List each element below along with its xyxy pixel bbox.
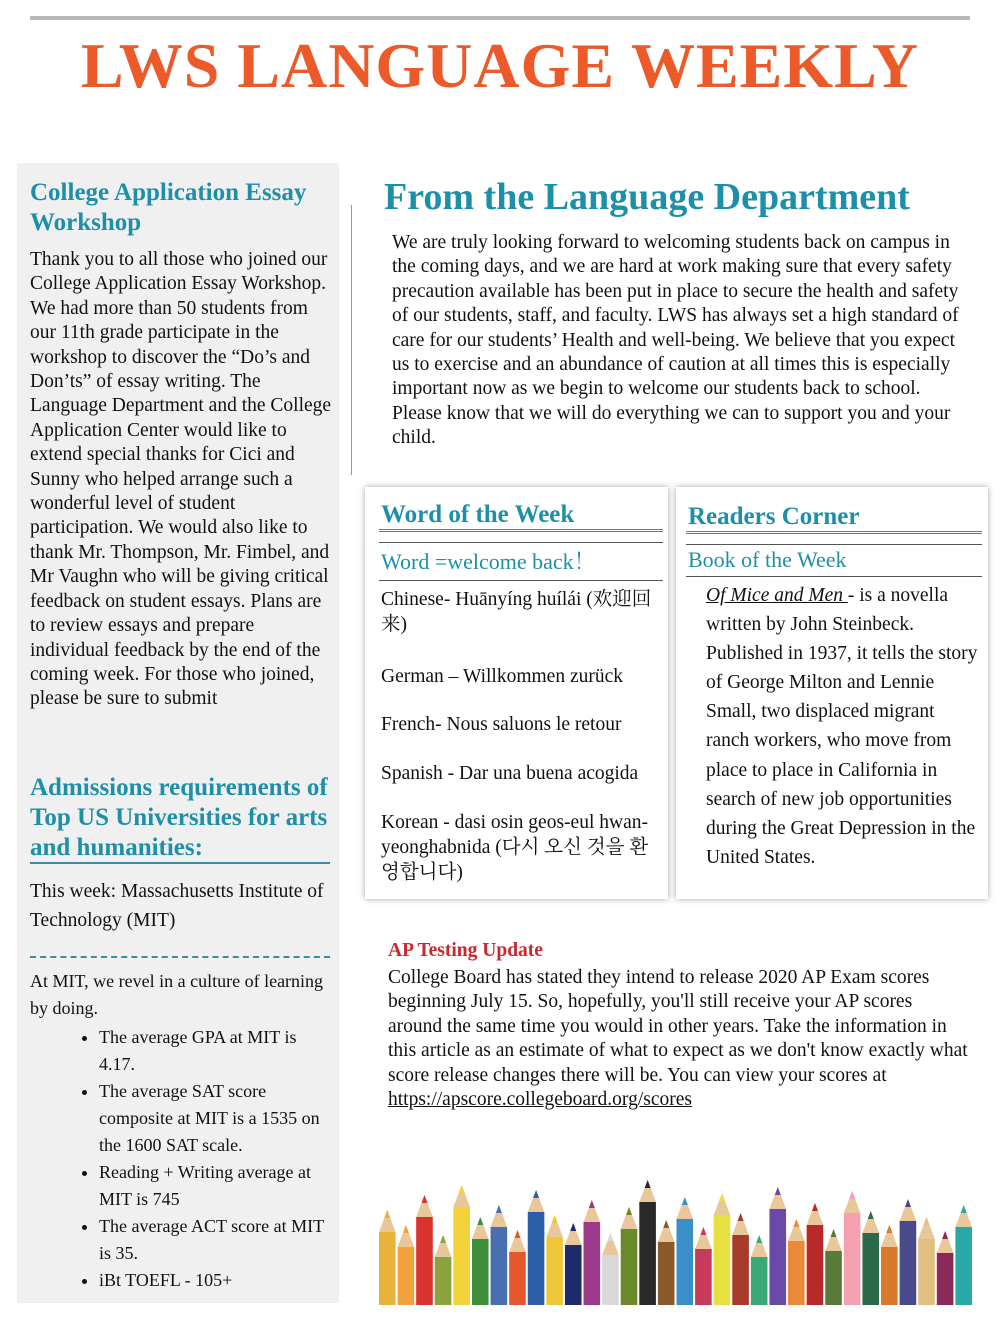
pencil	[677, 1197, 694, 1305]
pencil	[584, 1200, 601, 1305]
book-desc-text: - is a novella written by John Steinbeck. Published in 1937, it tells the story of George Milton and Lennie Small, two displaced migrant ranch workers, who move from place to place in California in search of new job opportunities during the Great Depression in the United States.	[706, 585, 978, 868]
dept-body: We are truly looking forward to welcoming students back on campus in the coming days, and we are hard at work making sure that every safety precaution available has been put in place to secure the health and safety of our students, staff, and faculty. LWS has always set a high standard of care for our students’ Health and well-being. We believe that you expect us to exercise and an abundance of caution at all times this is especially important now as we begin to welcome our students back to school. Please know that we will do everything we can to support you and your child.	[392, 232, 959, 449]
pencil	[751, 1235, 768, 1305]
column-divider	[351, 205, 352, 475]
pencil	[807, 1203, 824, 1305]
ap-scores-link[interactable]: https://apscore.collegeboard.org/scores	[388, 1089, 692, 1111]
translation-german: German – Willkommen zurück	[381, 666, 623, 687]
pencil	[639, 1180, 656, 1305]
pencil	[453, 1185, 470, 1305]
list-item: • iBt TOEFL - 105+	[99, 1267, 330, 1294]
word-heading-rule	[379, 529, 663, 532]
word-of-week-heading: Word of the Week	[381, 501, 575, 528]
mit-facts-list	[30, 1024, 330, 1294]
pencil	[416, 1195, 433, 1305]
pencil	[955, 1205, 972, 1305]
word-of-week-word: Word =welcome back！	[381, 549, 596, 574]
book-of-week-label: Book of the Week	[688, 547, 847, 572]
pencil	[825, 1229, 842, 1305]
readers-sub-rule-top	[686, 544, 982, 545]
pencil	[769, 1187, 786, 1305]
pencil	[918, 1217, 935, 1305]
pencil	[546, 1215, 563, 1305]
pencil	[844, 1191, 861, 1305]
list-item: • The average ACT score at MIT is 35.	[99, 1213, 330, 1267]
pencil	[732, 1213, 749, 1305]
dept-heading: From the Language Department	[384, 176, 910, 218]
pencil	[398, 1225, 415, 1305]
pencil	[881, 1225, 898, 1305]
colored-pencils-image	[378, 1160, 973, 1305]
pencil	[509, 1230, 526, 1305]
pencil	[491, 1205, 508, 1305]
pencil	[379, 1210, 396, 1305]
pencil	[658, 1220, 675, 1305]
ap-body-text: College Board has stated they intend to release 2020 AP Exam scores beginning July 15. So, hopefully, you'll still receive your AP scores around the same time you would in other years. Take the information in this article as an estimate of what to expect as we don't know exactly what score release changes there will be. You can view your scores at	[388, 967, 968, 1086]
pencil	[472, 1217, 489, 1305]
pencil	[695, 1227, 712, 1305]
admissions-heading: Admissions requirements of Top US Universities for arts and humanities:	[30, 774, 328, 861]
word-sub-rule-bottom	[379, 580, 663, 581]
this-week-university: This week: Massachusetts Institute of Technology (MIT)	[30, 881, 324, 931]
essay-workshop-body: Thank you to all those who joined our College Application Essay Workshop. We had more than 50 students from our 11th grade participate in the workshop to discover the “Do’s and Don’ts” of essay writing. The Language Department and the College Application Center would like to extend special thanks for Cici and Sunny who helped arrange such a wonderful level of student participation. We would also like to thank Mr. Thompson, Mr. Fimbel, and Mr Vaughn who will be giving critical feedback on student essays. Plans are to review essays and prepare individual feedback by the end of the coming week. For those who joined, please be sure to submit	[30, 249, 332, 710]
list-item: • The average SAT score composite at MIT is a 1535 on the 1600 SAT scale.	[99, 1078, 330, 1159]
readers-sub-rule-bottom	[686, 576, 982, 577]
masthead-title: LWS LANGUAGE WEEKLY	[80, 30, 920, 101]
pencil	[937, 1231, 954, 1305]
book-description	[706, 581, 981, 872]
mit-intro: At MIT, we revel in a culture of learning by doing.	[30, 971, 324, 1018]
top-rule	[30, 16, 970, 20]
book-title: Of Mice and Men	[706, 585, 848, 606]
pencil	[435, 1235, 452, 1305]
pencil	[565, 1223, 582, 1305]
admissions-divider	[30, 862, 330, 864]
word-sub-rule-top	[379, 542, 663, 543]
pencil	[621, 1207, 638, 1305]
essay-workshop-heading: College Application Essay Workshop	[30, 179, 307, 236]
translation-chinese: Chinese- Huānyíng huílái (欢迎回来)	[381, 589, 652, 635]
ap-testing-body	[388, 966, 968, 1112]
pencil	[900, 1199, 917, 1305]
readers-heading-rule	[686, 531, 982, 534]
translation-korean: Korean - dasi osin geos-eul hwan-yeonghabnida (다시 오신 것을 환영합니다)	[381, 812, 649, 883]
pencil	[602, 1233, 619, 1305]
pencil	[788, 1219, 805, 1305]
translation-french: French- Nous saluons le retour	[381, 714, 622, 735]
list-item: • Reading + Writing average at MIT is 745	[99, 1159, 330, 1213]
translation-spanish: Spanish - Dar una buena acogida	[381, 763, 639, 784]
pencil	[528, 1190, 545, 1305]
pencil	[862, 1211, 879, 1305]
pencil	[714, 1193, 731, 1305]
ap-testing-heading: AP Testing Update	[388, 940, 543, 961]
mit-dashed-divider	[30, 956, 330, 958]
list-item: • The average GPA at MIT is 4.17.	[99, 1024, 330, 1078]
readers-corner-heading: Readers Corner	[688, 503, 860, 530]
